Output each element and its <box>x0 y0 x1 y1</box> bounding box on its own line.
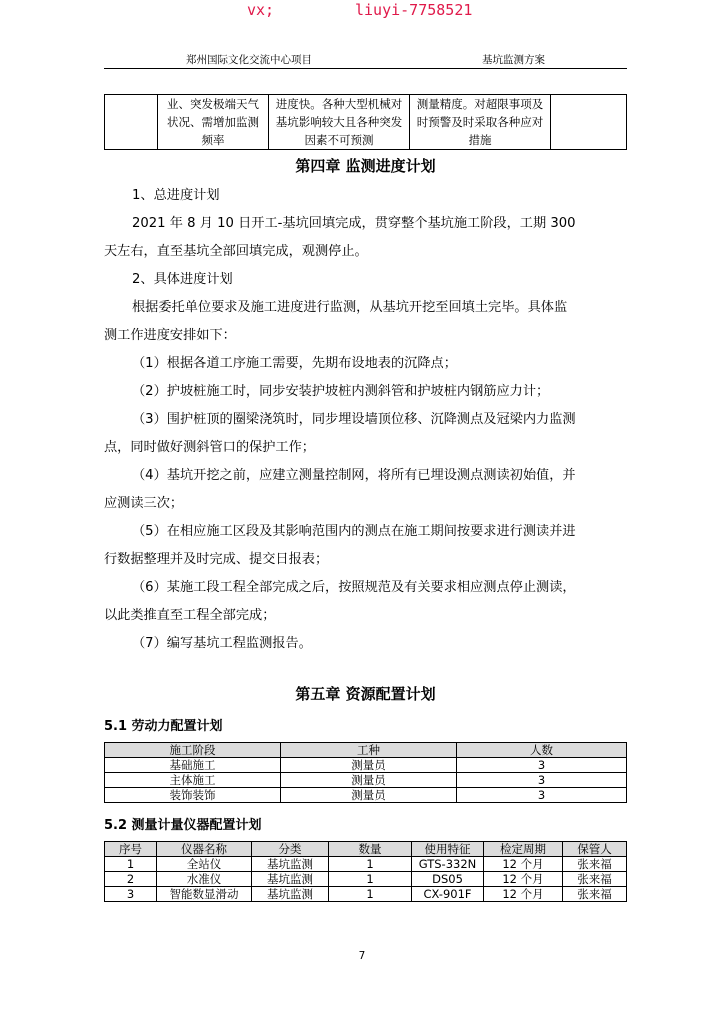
table-row <box>105 773 627 788</box>
paragraph-line: 2021 年 8 月 10 日开工-基坑回填完成，贯穿整个基坑施工阶段，工期 300 <box>132 216 576 231</box>
page-header <box>104 52 627 68</box>
labor-table <box>104 742 627 803</box>
table-cell: 智能数显滑动 <box>157 887 252 902</box>
subheading-detail: 2、具体进度计划 <box>132 272 233 287</box>
table-header-cell: 人数 <box>457 743 627 758</box>
paragraph-line: 根据委托单位要求及施工进度进行监测，从基坑开挖至回填土完毕。具体监 <box>132 300 568 315</box>
table-cell: 测量员 <box>281 758 457 773</box>
list-item: （2）护坡桩施工时，同步安装护坡桩内测斜管和护坡桩内钢筋应力计； <box>132 384 550 399</box>
table-cell: 基坑监测 <box>252 887 329 902</box>
table-row <box>105 95 627 150</box>
table-header-cell: 分类 <box>252 842 329 857</box>
table-header-row <box>105 743 627 758</box>
table-cell: 1 <box>329 872 412 887</box>
header-project: 郑州国际文化交流中心项目 <box>186 54 312 66</box>
table-cell: 1 <box>105 857 157 872</box>
table-cell: 张来福 <box>563 887 627 902</box>
table-cell: 12 个月 <box>484 872 563 887</box>
table-cell <box>551 95 627 150</box>
table-header-cell: 检定周期 <box>484 842 563 857</box>
list-item: （5）在相应施工区段及其影响范围内的测点在施工期间按要求进行测读并进 <box>132 524 576 539</box>
table-header-cell: 仪器名称 <box>157 842 252 857</box>
paragraph-line: 天左右，直至基坑全部回填完成，观测停止。 <box>104 244 368 259</box>
table-cell: 基坑监测 <box>252 872 329 887</box>
table-cell: 业、突发极端天气状况、需增加监测频率 <box>158 95 269 150</box>
section-5-2-title: 5.2 测量计量仪器配置计划 <box>104 818 262 833</box>
table-cell: 张来福 <box>563 872 627 887</box>
paragraph-line: 测工作进度安排如下： <box>104 328 236 343</box>
table-row <box>105 758 627 773</box>
table-cell: 测量精度。对超限事项及时预警及时采取各种应对措施 <box>410 95 551 150</box>
list-item-cont: 应测读三次； <box>104 496 184 511</box>
section-5-1-title: 5.1 劳动力配置计划 <box>104 719 223 734</box>
list-item: （4）基坑开挖之前，应建立测量控制网，将所有已埋设测点测读初始值，并 <box>132 468 576 483</box>
list-item-cont: 点，同时做好测斜管口的保护工作； <box>104 440 315 455</box>
table-cell: 主体施工 <box>105 773 281 788</box>
list-item: （1）根据各道工序施工需要，先期布设地表的沉降点； <box>132 356 457 371</box>
header-doc-title: 基坑监测方案 <box>482 54 545 66</box>
subheading-overall: 1、总进度计划 <box>132 188 220 203</box>
table-cell: 1 <box>329 857 412 872</box>
table-cell: 3 <box>457 773 627 788</box>
table-cell: 3 <box>457 788 627 803</box>
table-cell: CX-901F <box>412 887 484 902</box>
table-cell: GTS-332N <box>412 857 484 872</box>
list-item-cont: 行数据整理并及时完成、提交日报表； <box>104 552 329 567</box>
watermark <box>0 0 724 20</box>
watermark-left: vx; <box>247 1 275 19</box>
table-cell: 张来福 <box>563 857 627 872</box>
table-cell: DS05 <box>412 872 484 887</box>
table-header-cell: 数量 <box>329 842 412 857</box>
table-cell: 全站仪 <box>157 857 252 872</box>
table-cell: 基础施工 <box>105 758 281 773</box>
table-cell: 3 <box>105 887 157 902</box>
table-header-cell: 序号 <box>105 842 157 857</box>
table-row <box>105 857 627 872</box>
header-rule <box>104 68 627 69</box>
table-cell: 12 个月 <box>484 857 563 872</box>
table-cell: 进度快。各种大型机械对基坑影响较大且各种突发因素不可预测 <box>269 95 410 150</box>
chapter5-title: 第五章 资源配置计划 <box>295 685 436 703</box>
list-item: （7）编写基坑工程监测报告。 <box>132 636 312 651</box>
chapter4-title: 第四章 监测进度计划 <box>295 157 436 175</box>
chapter4-body <box>104 182 627 658</box>
table-cell: 2 <box>105 872 157 887</box>
table-cell: 测量员 <box>281 788 457 803</box>
list-item: （3）围护桩顶的圈梁浇筑时，同步埋设墙顶位移、沉降测点及冠梁内力监测 <box>132 412 576 427</box>
table-cell: 1 <box>329 887 412 902</box>
table-header-cell: 使用特征 <box>412 842 484 857</box>
page-number: 7 <box>358 950 366 962</box>
watermark-right: liuyi-7758521 <box>355 1 473 19</box>
table-cell: 测量员 <box>281 773 457 788</box>
table-header-row <box>105 842 627 857</box>
table-cell: 基坑监测 <box>252 857 329 872</box>
list-item-cont: 以此类推直至工程全部完成； <box>104 608 276 623</box>
list-item: （6）某施工段工程全部完成之后，按照规范及有关要求相应测点停止测读， <box>132 580 576 595</box>
continued-table <box>104 94 627 150</box>
table-header-cell: 施工阶段 <box>105 743 281 758</box>
table-cell: 水准仪 <box>157 872 252 887</box>
table-row <box>105 788 627 803</box>
table-cell: 3 <box>457 758 627 773</box>
instrument-table <box>104 841 627 902</box>
table-cell: 装饰装饰 <box>105 788 281 803</box>
table-header-cell: 工种 <box>281 743 457 758</box>
table-row <box>105 887 627 902</box>
table-cell: 12 个月 <box>484 887 563 902</box>
table-header-cell: 保管人 <box>563 842 627 857</box>
table-row <box>105 872 627 887</box>
table-cell <box>105 95 158 150</box>
